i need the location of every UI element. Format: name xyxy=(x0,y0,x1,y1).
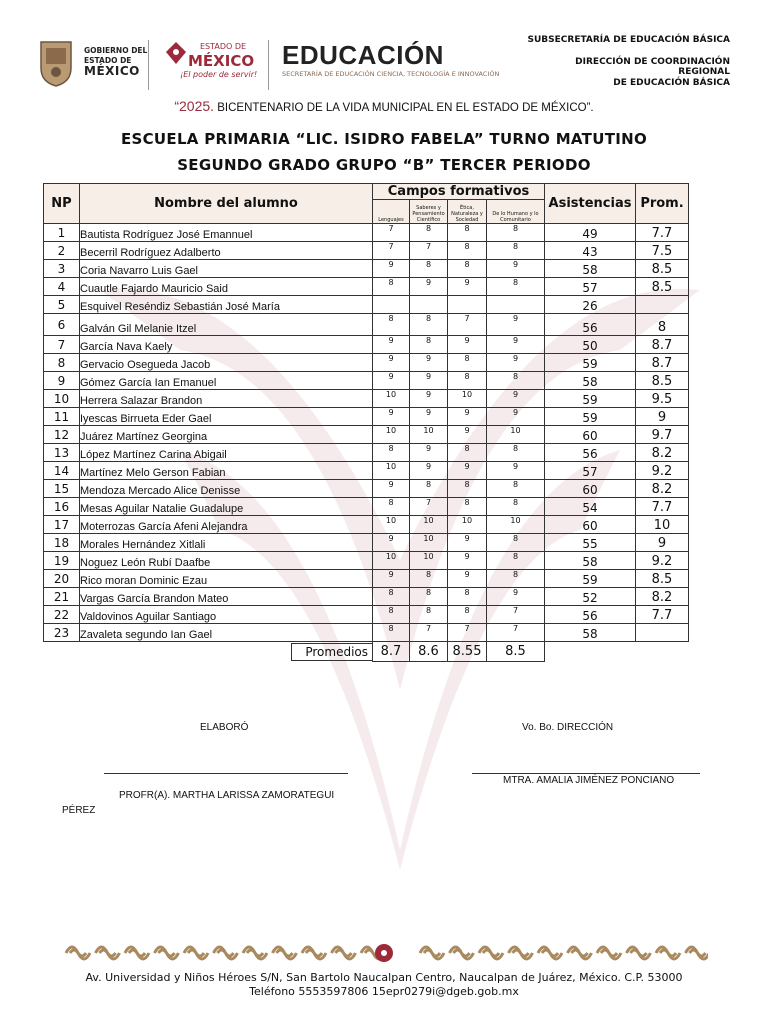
table-row xyxy=(44,336,689,354)
row-np: 2 xyxy=(44,242,80,260)
row-np: 20 xyxy=(44,570,80,588)
row-score-humano: 9 xyxy=(487,354,545,372)
row-score-lenguajes: 10 xyxy=(373,462,410,480)
row-np: 21 xyxy=(44,588,80,606)
row-score-humano: 8 xyxy=(487,242,545,260)
row-score-etica: 8 xyxy=(448,242,487,260)
row-student-name: Mesas Aguilar Natalie Guadalupe xyxy=(80,498,373,516)
row-score-etica: 8 xyxy=(448,372,487,390)
row-score-lenguajes: 10 xyxy=(373,426,410,444)
director-name: MTRA. AMALIA JIMÉNEZ PONCIANO xyxy=(503,775,675,786)
row-student-name: Zavaleta segundo Ian Gael xyxy=(80,624,373,642)
row-score-lenguajes: 9 xyxy=(373,336,410,354)
table-row xyxy=(44,372,689,390)
row-student-name: Becerril Rodríguez Adalberto xyxy=(80,242,373,260)
ornament-motif xyxy=(273,947,297,959)
average-etica: 8.55 xyxy=(448,642,487,662)
row-asistencias: 58 xyxy=(545,260,636,278)
row-score-lenguajes: 7 xyxy=(373,224,410,242)
ornament-motif xyxy=(686,947,709,959)
row-score-lenguajes: 9 xyxy=(373,260,410,278)
row-asistencias: 56 xyxy=(545,606,636,624)
row-promedio: 8.5 xyxy=(636,372,689,390)
row-score-etica: 7 xyxy=(448,624,487,642)
row-asistencias: 43 xyxy=(545,242,636,260)
row-np: 6 xyxy=(44,314,80,336)
row-asistencias: 60 xyxy=(545,426,636,444)
row-promedio: 9.5 xyxy=(636,390,689,408)
table-row xyxy=(44,606,689,624)
elaboro-label: ELABORÓ xyxy=(200,722,249,733)
row-score-humano: 9 xyxy=(487,336,545,354)
row-student-name: Rico moran Dominic Ezau xyxy=(80,570,373,588)
row-score-saberes: 9 xyxy=(410,372,448,390)
table-row xyxy=(44,408,689,426)
subheader-etica: Ética, Naturaleza y Sociedad xyxy=(448,200,487,224)
row-promedio: 8.7 xyxy=(636,354,689,372)
row-np: 12 xyxy=(44,426,80,444)
table-row xyxy=(44,534,689,552)
row-asistencias: 58 xyxy=(545,372,636,390)
ornament-motif xyxy=(538,947,562,959)
row-score-humano: 8 xyxy=(487,498,545,516)
ornament-motif xyxy=(509,947,533,959)
row-score-humano: 7 xyxy=(487,606,545,624)
row-promedio: 8.2 xyxy=(636,444,689,462)
row-np: 14 xyxy=(44,462,80,480)
row-student-name: Mendoza Mercado Alice Denisse xyxy=(80,480,373,498)
row-asistencias: 59 xyxy=(545,570,636,588)
row-score-lenguajes: 9 xyxy=(373,534,410,552)
row-promedio: 8.2 xyxy=(636,588,689,606)
row-score-etica: 8 xyxy=(448,444,487,462)
row-student-name: Galván Gil Melanie Itzel xyxy=(80,314,373,336)
row-score-humano xyxy=(487,296,545,314)
grades-table xyxy=(43,183,689,662)
row-student-name: López Martínez Carina Abigail xyxy=(80,444,373,462)
row-score-humano: 8 xyxy=(487,224,545,242)
footer-contact: Teléfono 5553597806 15epr0279i@dgeb.gob.mx xyxy=(249,985,519,998)
ornament-motif xyxy=(96,947,120,959)
group-title: SEGUNDO GRADO GRUPO “B” TERCER PERIODO xyxy=(177,156,591,174)
row-score-etica: 7 xyxy=(448,314,487,336)
row-np: 15 xyxy=(44,480,80,498)
row-score-lenguajes: 10 xyxy=(373,516,410,534)
average-saberes: 8.6 xyxy=(410,642,448,662)
row-asistencias: 57 xyxy=(545,462,636,480)
row-score-etica: 9 xyxy=(448,534,487,552)
row-score-lenguajes: 8 xyxy=(373,444,410,462)
estado-de-mexico-logo: ESTADO DE MÉXICO ¡El poder de servir! xyxy=(164,40,264,84)
table-row xyxy=(44,426,689,444)
ornament-motif xyxy=(450,947,474,959)
row-asistencias: 55 xyxy=(545,534,636,552)
row-promedio: 8.7 xyxy=(636,336,689,354)
row-score-humano: 8 xyxy=(487,570,545,588)
row-score-humano: 8 xyxy=(487,444,545,462)
row-student-name: Esquivel Reséndiz Sebastián José María xyxy=(80,296,373,314)
teacher-name-cont: PÉREZ xyxy=(62,805,96,816)
row-asistencias: 49 xyxy=(545,224,636,242)
row-score-saberes: 7 xyxy=(410,624,448,642)
row-score-etica: 9 xyxy=(448,278,487,296)
row-score-saberes: 9 xyxy=(410,444,448,462)
teacher-name: PROFR(A). MARTHA LARISSA ZAMORATEGUI xyxy=(119,790,335,801)
row-asistencias: 59 xyxy=(545,408,636,426)
row-promedio: 7.7 xyxy=(636,606,689,624)
row-score-lenguajes: 9 xyxy=(373,570,410,588)
row-promedio: 8.5 xyxy=(636,570,689,588)
row-score-etica: 8 xyxy=(448,260,487,278)
row-asistencias: 52 xyxy=(545,588,636,606)
estado-logo-icon xyxy=(164,40,188,66)
row-score-lenguajes: 7 xyxy=(373,242,410,260)
row-score-etica: 8 xyxy=(448,224,487,242)
row-score-etica: 10 xyxy=(448,516,487,534)
row-promedio: 10 xyxy=(636,516,689,534)
row-score-lenguajes: 8 xyxy=(373,606,410,624)
row-promedio: 9 xyxy=(636,408,689,426)
row-score-humano: 8 xyxy=(487,278,545,296)
row-score-saberes: 8 xyxy=(410,606,448,624)
row-score-saberes: 9 xyxy=(410,462,448,480)
row-promedio xyxy=(636,296,689,314)
row-score-humano: 8 xyxy=(487,372,545,390)
row-asistencias: 60 xyxy=(545,480,636,498)
table-row xyxy=(44,354,689,372)
row-student-name: Gervacio Osegueda Jacob xyxy=(80,354,373,372)
table-row xyxy=(44,444,689,462)
row-np: 22 xyxy=(44,606,80,624)
row-student-name: Herrera Salazar Brandon xyxy=(80,390,373,408)
row-np: 19 xyxy=(44,552,80,570)
row-asistencias: 59 xyxy=(545,354,636,372)
row-asistencias: 60 xyxy=(545,516,636,534)
ornament-motif xyxy=(568,947,592,959)
row-score-saberes: 8 xyxy=(410,224,448,242)
ornament-motif xyxy=(66,947,90,959)
row-np: 9 xyxy=(44,372,80,390)
row-np: 23 xyxy=(44,624,80,642)
education-title: EDUCACIÓN xyxy=(282,40,444,70)
ornament-motif xyxy=(243,947,267,959)
row-promedio: 7.7 xyxy=(636,498,689,516)
row-np: 11 xyxy=(44,408,80,426)
row-student-name: Juárez Martínez Georgina xyxy=(80,426,373,444)
row-score-saberes: 10 xyxy=(410,534,448,552)
row-np: 8 xyxy=(44,354,80,372)
averages-label: Promedios xyxy=(291,643,373,661)
ornament-motif xyxy=(125,947,149,959)
table-row xyxy=(44,462,689,480)
row-score-saberes: 8 xyxy=(410,314,448,336)
row-student-name: García Nava Kaely xyxy=(80,336,373,354)
row-promedio: 9.2 xyxy=(636,552,689,570)
row-score-saberes: 7 xyxy=(410,242,448,260)
header-name: Nombre del alumno xyxy=(80,184,373,224)
row-score-lenguajes: 10 xyxy=(373,390,410,408)
header-campos: Campos formativos xyxy=(373,184,545,200)
row-promedio: 7.7 xyxy=(636,224,689,242)
row-score-humano: 9 xyxy=(487,462,545,480)
row-np: 4 xyxy=(44,278,80,296)
row-asistencias: 54 xyxy=(545,498,636,516)
row-score-humano: 8 xyxy=(487,552,545,570)
average-humano: 8.5 xyxy=(487,642,545,662)
table-row xyxy=(44,588,689,606)
row-score-lenguajes: 8 xyxy=(373,498,410,516)
row-asistencias: 58 xyxy=(545,552,636,570)
table-row xyxy=(44,498,689,516)
row-np: 18 xyxy=(44,534,80,552)
row-promedio: 9 xyxy=(636,534,689,552)
row-score-etica: 9 xyxy=(448,426,487,444)
ornament-motif xyxy=(184,947,208,959)
row-score-etica: 8 xyxy=(448,588,487,606)
table-row xyxy=(44,570,689,588)
row-np: 1 xyxy=(44,224,80,242)
row-score-saberes: 10 xyxy=(410,552,448,570)
row-score-saberes: 8 xyxy=(410,260,448,278)
row-score-lenguajes: 8 xyxy=(373,624,410,642)
row-student-name: Martínez Melo Gerson Fabian xyxy=(80,462,373,480)
row-asistencias: 56 xyxy=(545,314,636,336)
row-score-humano: 8 xyxy=(487,534,545,552)
state-shield-icon xyxy=(38,38,74,88)
row-student-name: Cuautle Fajardo Mauricio Said xyxy=(80,278,373,296)
ornament-motif xyxy=(155,947,179,959)
row-score-lenguajes: 8 xyxy=(373,314,410,336)
ornament-motif xyxy=(302,947,326,959)
subheader-lenguajes: Lenguajes xyxy=(373,200,410,224)
education-subtitle: SECRETARÍA DE EDUCACIÓN CIENCIA, TECNOLOGÍA E INNOVACIÓN xyxy=(282,70,500,78)
row-np: 17 xyxy=(44,516,80,534)
row-score-etica: 9 xyxy=(448,462,487,480)
row-score-saberes: 9 xyxy=(410,408,448,426)
row-score-humano: 7 xyxy=(487,624,545,642)
table-row xyxy=(44,278,689,296)
row-score-saberes xyxy=(410,296,448,314)
footer-ornament xyxy=(60,938,708,968)
row-promedio: 8.5 xyxy=(636,278,689,296)
row-student-name: Valdovinos Aguilar Santiago xyxy=(80,606,373,624)
table-row xyxy=(44,260,689,278)
row-score-etica xyxy=(448,296,487,314)
row-np: 7 xyxy=(44,336,80,354)
ornament-motif xyxy=(627,947,651,959)
row-asistencias: 57 xyxy=(545,278,636,296)
row-score-humano: 10 xyxy=(487,426,545,444)
average-lenguajes: 8.7 xyxy=(373,642,410,662)
row-asistencias: 26 xyxy=(545,296,636,314)
ornament-motif xyxy=(656,947,680,959)
row-score-etica: 10 xyxy=(448,390,487,408)
header-np: NP xyxy=(44,184,80,224)
row-score-lenguajes: 9 xyxy=(373,408,410,426)
row-promedio: 8.5 xyxy=(636,260,689,278)
row-score-etica: 8 xyxy=(448,354,487,372)
row-student-name: Iyescas Birrueta Eder Gael xyxy=(80,408,373,426)
table-row xyxy=(44,224,689,242)
row-score-lenguajes: 8 xyxy=(373,588,410,606)
footer-address: Av. Universidad y Niños Héroes S/N, San Bartolo Naucalpan Centro, Naucalpan de Juárez, México. C.P. 53000 xyxy=(85,971,683,984)
row-score-saberes: 9 xyxy=(410,278,448,296)
subheader-humano: De lo Humano y lo Comunitario xyxy=(487,200,545,224)
row-student-name: Gómez García Ian Emanuel xyxy=(80,372,373,390)
director-signature-line xyxy=(472,773,700,774)
ornament-motif xyxy=(332,947,356,959)
subsecretaria-block: SUBSECRETARÍA DE EDUCACIÓN BÁSICA DIRECCIÓN DE COORDINACIÓN REGIONAL DE EDUCACIÓN BÁSICA xyxy=(527,35,730,88)
row-score-lenguajes: 8 xyxy=(373,278,410,296)
row-promedio xyxy=(636,624,689,642)
row-score-lenguajes: 10 xyxy=(373,552,410,570)
row-score-etica: 8 xyxy=(448,480,487,498)
row-score-saberes: 7 xyxy=(410,498,448,516)
row-student-name: Vargas García Brandon Mateo xyxy=(80,588,373,606)
table-row xyxy=(44,314,689,336)
government-label: GOBIERNO DEL ESTADO DE MÉXICO xyxy=(84,46,148,78)
vobo-label: Vo. Bo. DIRECCIÓN xyxy=(522,722,614,733)
row-score-humano: 9 xyxy=(487,588,545,606)
row-student-name: Moterrozas García Afeni Alejandra xyxy=(80,516,373,534)
subheader-saberes: Saberes y Pensamiento Científico xyxy=(410,200,448,224)
row-score-saberes: 8 xyxy=(410,588,448,606)
teacher-signature-line xyxy=(104,773,348,774)
row-np: 3 xyxy=(44,260,80,278)
row-student-name: Noguez León Rubí Daafbe xyxy=(80,552,373,570)
table-row xyxy=(44,624,689,642)
row-promedio: 7.5 xyxy=(636,242,689,260)
row-score-etica: 9 xyxy=(448,552,487,570)
row-score-humano: 9 xyxy=(487,390,545,408)
row-student-name: Coria Navarro Luis Gael xyxy=(80,260,373,278)
header-prom: Prom. xyxy=(636,184,689,224)
row-score-etica: 8 xyxy=(448,498,487,516)
table-row xyxy=(44,242,689,260)
row-score-saberes: 10 xyxy=(410,516,448,534)
header-asistencias: Asistencias xyxy=(545,184,636,224)
row-promedio: 8 xyxy=(636,314,689,336)
row-student-name: Morales Hernández Xitlali xyxy=(80,534,373,552)
row-score-etica: 9 xyxy=(448,336,487,354)
row-promedio: 8.2 xyxy=(636,480,689,498)
row-score-saberes: 8 xyxy=(410,480,448,498)
row-score-humano: 10 xyxy=(487,516,545,534)
row-score-saberes: 9 xyxy=(410,390,448,408)
row-np: 10 xyxy=(44,390,80,408)
table-row xyxy=(44,552,689,570)
row-score-lenguajes: 9 xyxy=(373,372,410,390)
ornament-motif xyxy=(479,947,503,959)
ornament-motif xyxy=(214,947,238,959)
row-score-saberes: 8 xyxy=(410,336,448,354)
row-score-lenguajes: 9 xyxy=(373,354,410,372)
row-np: 5 xyxy=(44,296,80,314)
row-student-name: Bautista Rodríguez José Emannuel xyxy=(80,224,373,242)
ornament-motif xyxy=(597,947,621,959)
row-score-etica: 8 xyxy=(448,606,487,624)
row-score-saberes: 9 xyxy=(410,354,448,372)
row-asistencias: 58 xyxy=(545,624,636,642)
row-asistencias: 56 xyxy=(545,444,636,462)
ornament-motif xyxy=(420,947,444,959)
school-title: ESCUELA PRIMARIA “LIC. ISIDRO FABELA” TURNO MATUTINO xyxy=(120,130,648,148)
table-row xyxy=(44,516,689,534)
row-score-saberes: 8 xyxy=(410,570,448,588)
row-asistencias: 50 xyxy=(545,336,636,354)
row-score-humano: 8 xyxy=(487,480,545,498)
row-score-humano: 9 xyxy=(487,408,545,426)
row-score-humano: 9 xyxy=(487,314,545,336)
row-score-lenguajes: 9 xyxy=(373,480,410,498)
row-promedio: 9.2 xyxy=(636,462,689,480)
year-motto: “2025. BICENTENARIO DE LA VIDA MUNICIPAL EN EL ESTADO DE MÉXICO”. xyxy=(174,98,594,114)
row-score-lenguajes xyxy=(373,296,410,314)
row-score-etica: 9 xyxy=(448,408,487,426)
row-promedio: 9.7 xyxy=(636,426,689,444)
row-score-humano: 9 xyxy=(487,260,545,278)
table-row xyxy=(44,296,689,314)
ornament-center-dot xyxy=(381,950,387,956)
row-score-saberes: 10 xyxy=(410,426,448,444)
table-row xyxy=(44,390,689,408)
row-asistencias: 59 xyxy=(545,390,636,408)
table-row xyxy=(44,480,689,498)
row-np: 13 xyxy=(44,444,80,462)
row-np: 16 xyxy=(44,498,80,516)
row-score-etica: 9 xyxy=(448,570,487,588)
